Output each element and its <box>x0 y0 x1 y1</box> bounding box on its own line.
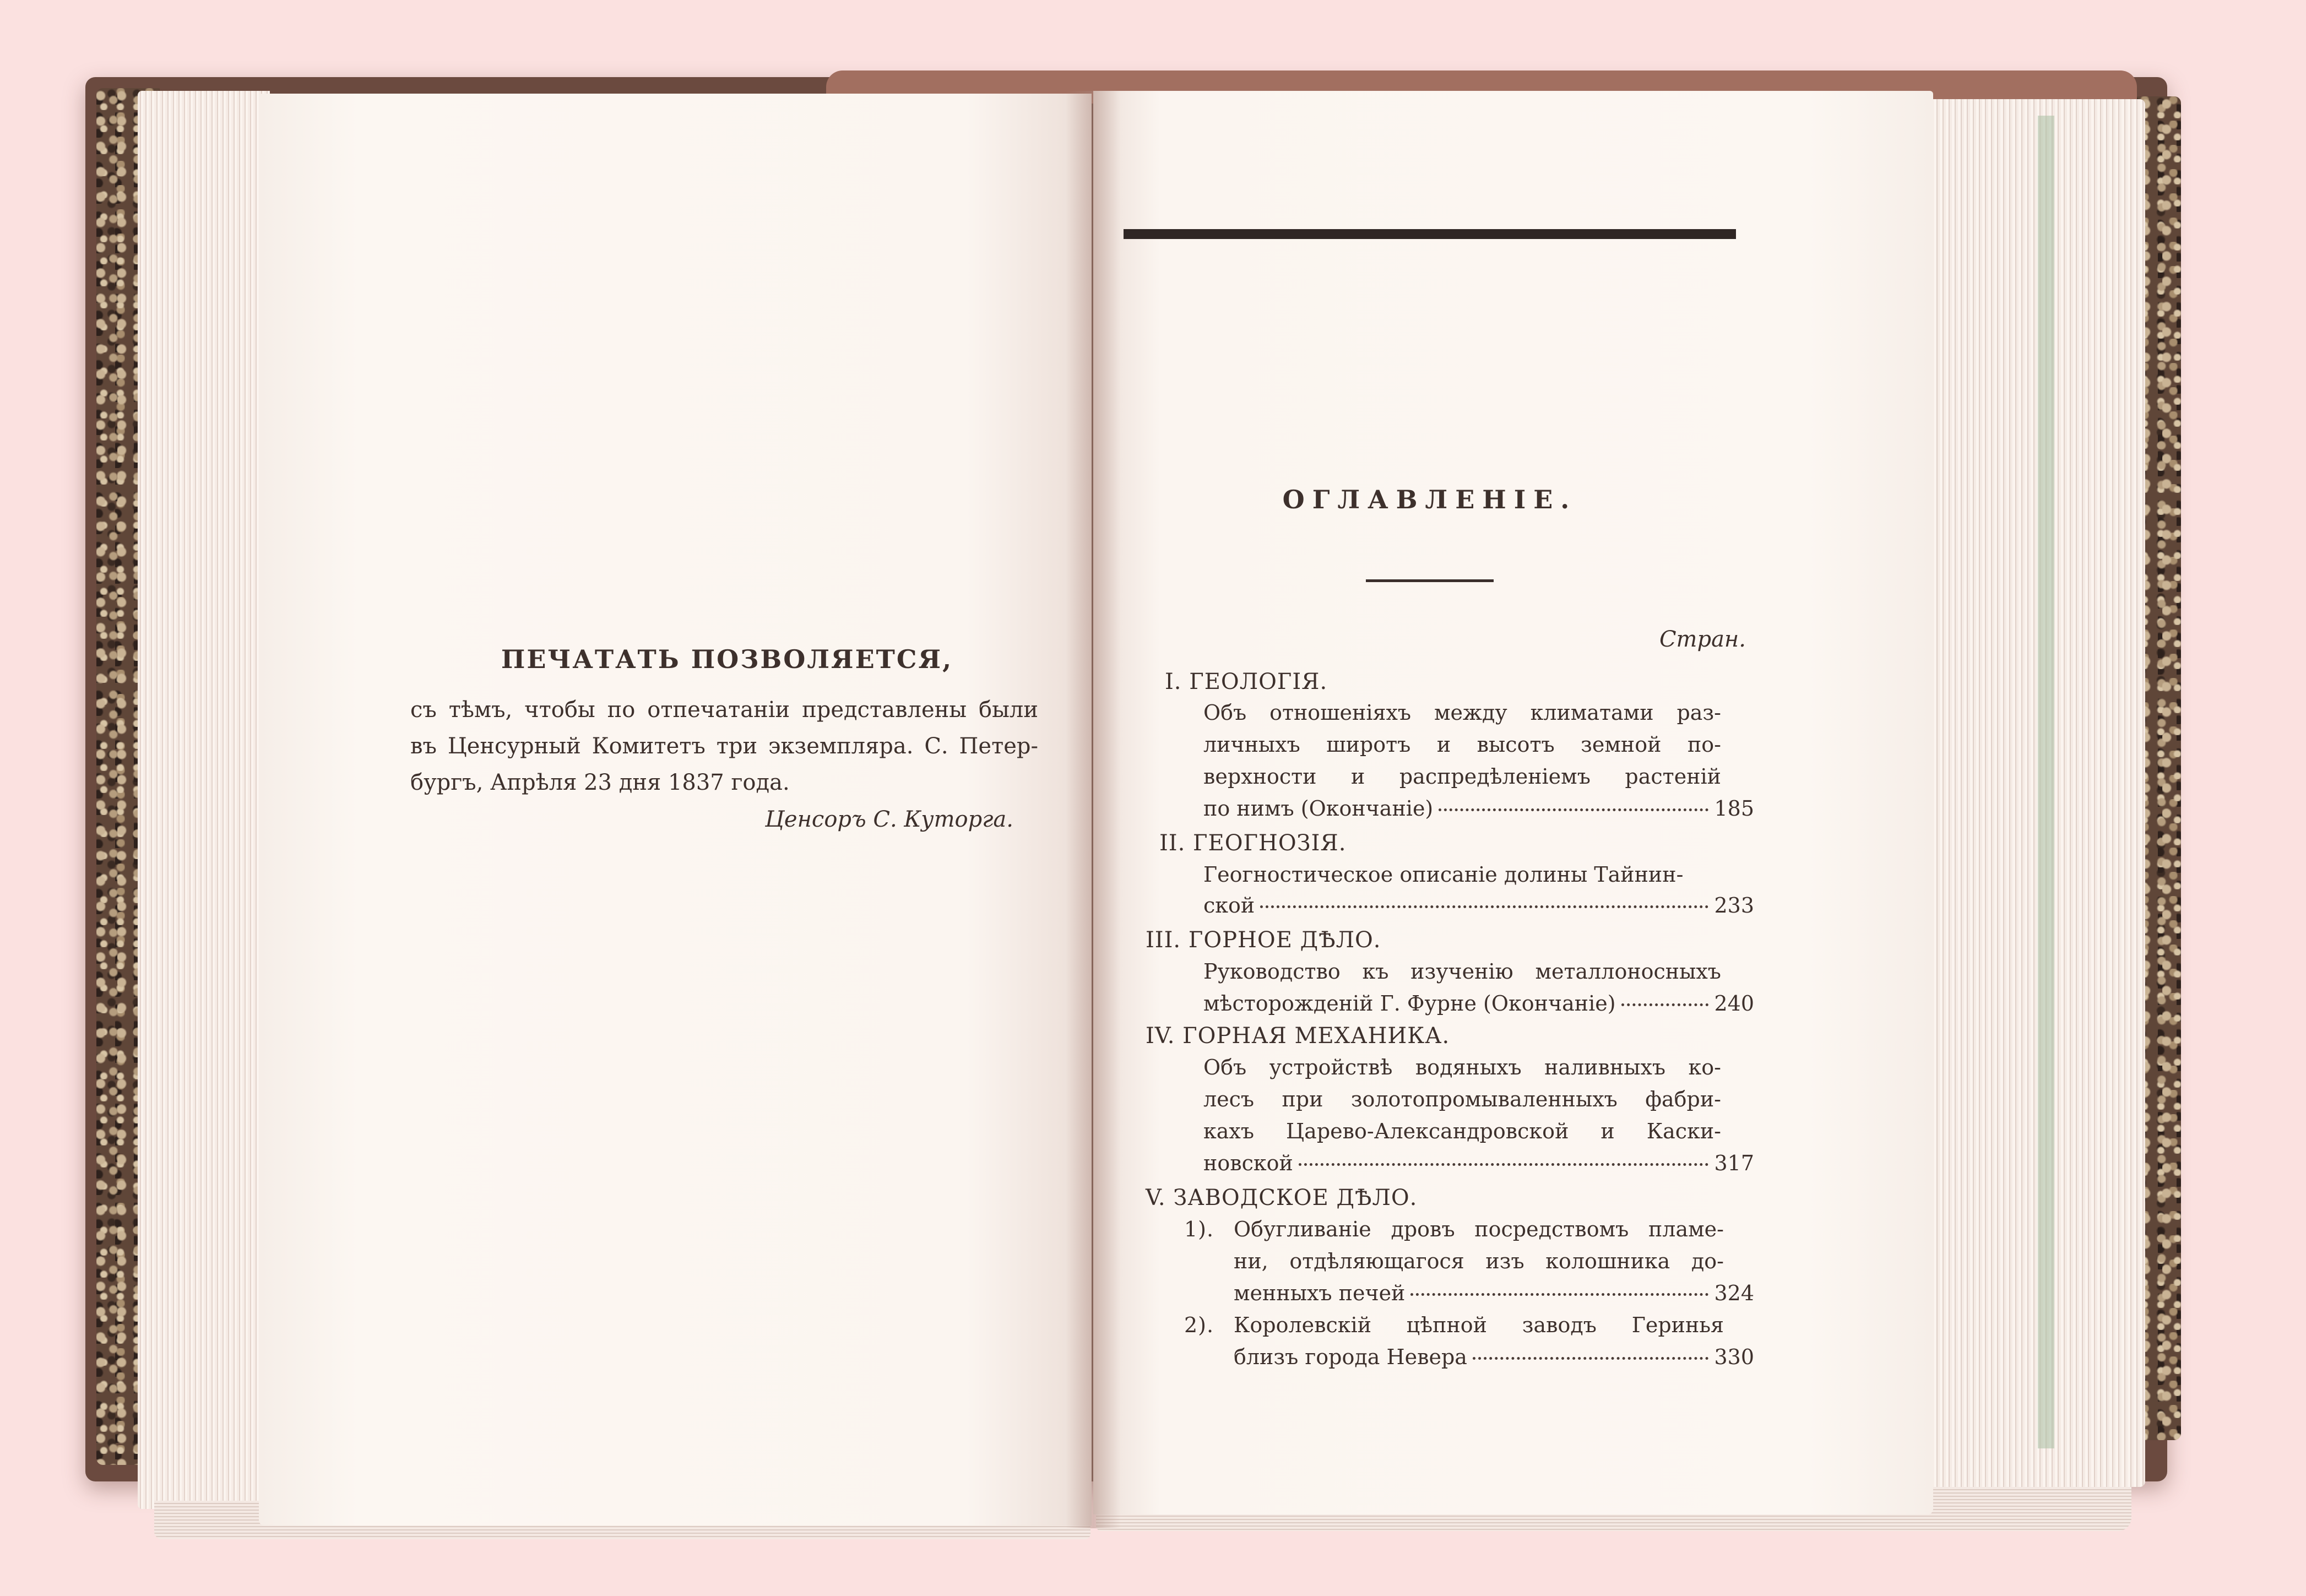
toc-entry-line: лесъ при золотопромываленныхъ фабри- <box>1203 1087 1721 1111</box>
title-rule <box>1366 579 1494 582</box>
toc-page-number: 330 <box>1714 1345 1754 1369</box>
toc-entry-last-line <box>1234 1281 1754 1305</box>
toc-section-heading: III. ГОРНОЕ ДѢЛО. <box>1146 927 1381 953</box>
toc-entry-line: Обугливаніе дровъ посредствомъ пламе- <box>1234 1217 1724 1241</box>
permission-line: съ тѣмъ, чтобы по отпечатаніи представлены были <box>410 697 1038 723</box>
permission-line: въ Ценсурный Комитетъ три экземпляра. С. Петер- <box>410 734 1038 759</box>
toc-item-number: 1). <box>1184 1217 1214 1241</box>
toc-entry-text: ской <box>1203 893 1255 918</box>
toc-entry-line: ни, отдѣляющагося изъ колошника до- <box>1234 1249 1724 1273</box>
toc-entry-text: мѣсторожденій Г. Фурне (Окончаніе) <box>1203 991 1616 1016</box>
toc-entry-last-line <box>1234 1345 1754 1369</box>
toc-page-number: 233 <box>1714 893 1754 918</box>
toc-entry-last-line <box>1203 991 1754 1016</box>
dot-leader <box>1260 905 1708 908</box>
toc-entry-text: по нимъ (Окончаніе) <box>1203 796 1434 821</box>
toc-section-heading: II. ГЕОГНОЗІЯ. <box>1159 830 1347 856</box>
toc-entry-last-line <box>1203 893 1754 918</box>
toc-entry-last-line <box>1203 796 1754 821</box>
dot-leader <box>1299 1163 1709 1166</box>
toc-entry-line: Объ устройствѣ водяныхъ наливныхъ ко- <box>1203 1055 1721 1079</box>
toc-page-number: 324 <box>1714 1281 1754 1305</box>
dot-leader <box>1410 1293 1708 1296</box>
page-edge-tint <box>2038 116 2054 1448</box>
toc-item-number: 2). <box>1184 1313 1214 1337</box>
page-stack-right <box>1928 99 2145 1487</box>
toc-section-heading: V. ЗАВОДСКОЕ ДѢЛО. <box>1146 1185 1418 1210</box>
toc-entry-line: верхности и распредѣленіемъ растеній <box>1203 764 1721 789</box>
toc-entry-last-line <box>1203 1151 1754 1175</box>
toc-section-heading: I. ГЕОЛОГІЯ. <box>1165 669 1328 694</box>
toc-entry-line: личныхъ широтъ и высотъ земной по- <box>1203 732 1721 757</box>
top-rule <box>1124 229 1736 239</box>
dot-leader <box>1473 1357 1709 1360</box>
toc-entry-line: Геогностическое описаніе долины Тайнин- <box>1203 862 1684 887</box>
toc-entry-line: Королевскій цѣпной заводъ Геринья <box>1234 1313 1724 1337</box>
toc-entry-line: Руководство къ изученію металлоносныхъ <box>1203 959 1721 984</box>
page-stack-left <box>138 91 270 1509</box>
dot-leader <box>1439 808 1708 811</box>
toc-entry-text: новской <box>1203 1151 1293 1175</box>
toc-page-number: 317 <box>1714 1151 1754 1175</box>
permission-title: ПЕЧАТАТЬ ПОЗВОЛЯЕТСЯ, <box>501 644 953 674</box>
toc-entry-text: близъ города Невера <box>1234 1345 1467 1369</box>
toc-page-number: 240 <box>1714 991 1754 1016</box>
toc-section-heading: IV. ГОРНАЯ МЕХАНИКА. <box>1146 1023 1450 1049</box>
dot-leader <box>1621 1003 1709 1006</box>
book-gutter <box>1066 91 1121 1528</box>
toc-entry-line: Объ отношеніяхъ между климатами раз- <box>1203 701 1721 725</box>
toc-title: ОГЛАВЛЕНІЕ. <box>1282 485 1577 514</box>
toc-page-number: 185 <box>1714 796 1754 821</box>
toc-entry-line: кахъ Царево-Александровской и Каски- <box>1203 1119 1721 1143</box>
permission-line: бургъ, Апрѣля 23 дня 1837 года. <box>410 770 790 795</box>
pages-column-label: Стран. <box>1659 627 1746 652</box>
censor-signature: Ценсоръ С. Куторга. <box>765 807 1013 832</box>
toc-entry-text: менныхъ печей <box>1234 1281 1406 1305</box>
